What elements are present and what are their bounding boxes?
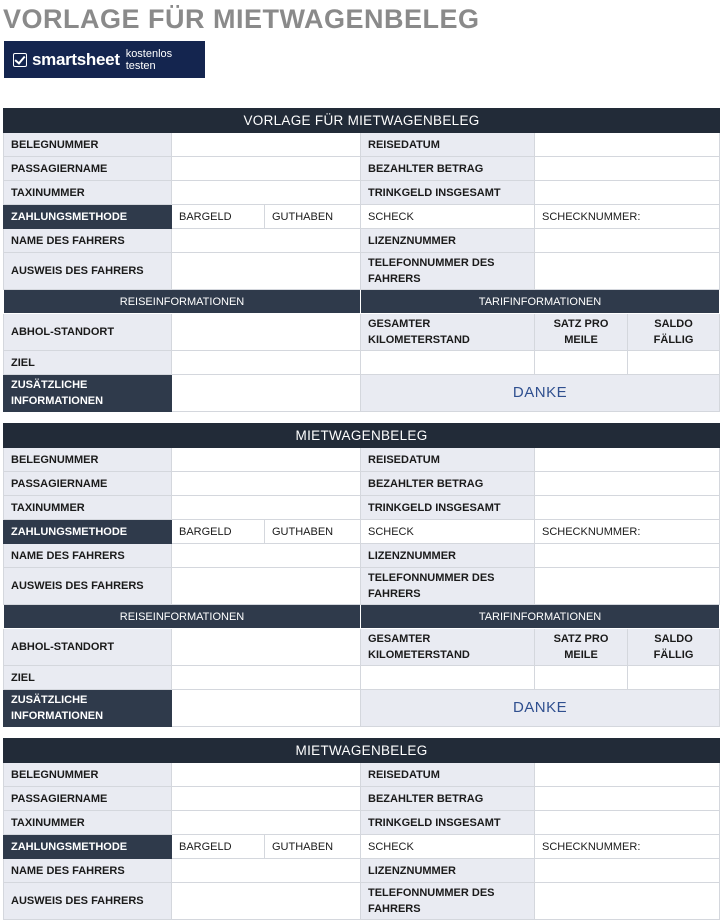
pickup-location-field[interactable] [172,629,361,666]
driver-name-label: NAME DES FAHRERS [4,859,172,883]
driver-name-label: NAME DES FAHRERS [4,544,172,568]
page-title: VORLAGE FÜR MIETWAGENBELEG [3,4,480,34]
destination-field[interactable] [172,666,361,690]
amount-paid-label: BEZAHLTER BETRAG [361,157,535,181]
brand-name: smartsheet [31,49,120,69]
rate-per-mile-field[interactable] [535,351,628,375]
payment-method-label: ZAHLUNGSMETHODE [4,835,172,859]
travel-date-field[interactable] [535,133,720,157]
total-tip-label: TRINKGELD INSGESAMT [361,496,535,520]
receipt-form-1 [3,108,719,412]
check-number-field[interactable]: SCHECKNUMMER: [535,835,720,859]
driver-phone-label: TELEFONNUMMER DES FAHRERS [361,568,535,605]
amount-paid-field[interactable] [535,787,720,811]
license-number-label: LIZENZNUMMER [361,229,535,253]
payment-method-label: ZAHLUNGSMETHODE [4,520,172,544]
trip-info-header: REISEINFORMATIONEN [4,290,361,314]
passenger-name-field[interactable] [172,472,361,496]
total-mileage-field[interactable] [361,666,535,690]
driver-name-label: NAME DES FAHRERS [4,229,172,253]
payment-option-cash[interactable]: BARGELD [172,205,265,229]
destination-label: ZIEL [4,351,172,375]
travel-date-label: REISEDATUM [361,763,535,787]
driver-name-field[interactable] [172,229,361,253]
pickup-location-label: ABHOL-STANDORT [4,629,172,666]
travel-date-field[interactable] [535,763,720,787]
balance-due-field[interactable] [628,351,720,375]
payment-option-credit[interactable]: GUTHABEN [265,520,361,544]
license-number-field[interactable] [535,544,720,568]
total-mileage-field[interactable] [361,351,535,375]
thanks-message: DANKE [361,690,720,727]
taxi-number-field[interactable] [172,811,361,835]
payment-option-check[interactable]: SCHECK [361,520,535,544]
payment-option-check[interactable]: SCHECK [361,205,535,229]
receipt-number-field[interactable] [172,133,361,157]
receipt-number-field[interactable] [172,448,361,472]
taxi-number-label: TAXINUMMER [4,811,172,835]
total-tip-field[interactable] [535,811,720,835]
license-number-label: LIZENZNUMMER [361,859,535,883]
driver-id-field[interactable] [172,568,361,605]
receipt-number-field[interactable] [172,763,361,787]
receipt-form-2 [3,423,719,727]
driver-phone-field[interactable] [535,883,720,920]
travel-date-field[interactable] [535,448,720,472]
travel-date-label: REISEDATUM [361,448,535,472]
smartsheet-check-icon [13,53,27,67]
travel-date-label: REISEDATUM [361,133,535,157]
smartsheet-trial-banner[interactable] [4,41,205,78]
pickup-location-label: ABHOL-STANDORT [4,314,172,351]
receipt-number-label: BELEGNUMMER [4,448,172,472]
driver-id-label: AUSWEIS DES FAHRERS [4,568,172,605]
thanks-message: DANKE [361,375,720,412]
fare-info-header: TARIFINFORMATIONEN [361,605,720,629]
trip-info-header: REISEINFORMATIONEN [4,605,361,629]
passenger-name-label: PASSAGIERNAME [4,472,172,496]
trial-link[interactable]: kostenlos testen [125,47,173,72]
check-number-field[interactable]: SCHECKNUMMER: [535,520,720,544]
form-title: MIETWAGENBELEG [4,424,720,448]
passenger-name-label: PASSAGIERNAME [4,787,172,811]
driver-name-field[interactable] [172,859,361,883]
driver-id-field[interactable] [172,883,361,920]
passenger-name-label: PASSAGIERNAME [4,157,172,181]
total-mileage-label: GESAMTER KILOMETERSTAND [361,629,535,666]
amount-paid-label: BEZAHLTER BETRAG [361,787,535,811]
payment-option-cash[interactable]: BARGELD [172,520,265,544]
driver-phone-label: TELEFONNUMMER DES FAHRERS [361,883,535,920]
payment-option-check[interactable]: SCHECK [361,835,535,859]
payment-option-credit[interactable]: GUTHABEN [265,205,361,229]
payment-option-credit[interactable]: GUTHABEN [265,835,361,859]
taxi-number-field[interactable] [172,181,361,205]
amount-paid-label: BEZAHLTER BETRAG [361,472,535,496]
rate-per-mile-label: SATZ PRO MEILE [535,629,628,666]
destination-field[interactable] [172,351,361,375]
total-tip-field[interactable] [535,181,720,205]
passenger-name-field[interactable] [172,157,361,181]
fare-info-header: TARIFINFORMATIONEN [361,290,720,314]
additional-info-field[interactable] [172,690,361,727]
additional-info-label: ZUSÄTZLICHE INFORMATIONEN [4,690,172,727]
taxi-number-field[interactable] [172,496,361,520]
driver-id-label: AUSWEIS DES FAHRERS [4,253,172,290]
total-tip-field[interactable] [535,496,720,520]
amount-paid-field[interactable] [535,472,720,496]
driver-name-field[interactable] [172,544,361,568]
license-number-field[interactable] [535,859,720,883]
license-number-label: LIZENZNUMMER [361,544,535,568]
taxi-number-label: TAXINUMMER [4,181,172,205]
additional-info-field[interactable] [172,375,361,412]
receipt-form-3 [3,738,719,920]
receipt-number-label: BELEGNUMMER [4,133,172,157]
rate-per-mile-label: SATZ PRO MEILE [535,314,628,351]
check-number-field[interactable]: SCHECKNUMMER: [535,205,720,229]
payment-option-cash[interactable]: BARGELD [172,835,265,859]
driver-id-label: AUSWEIS DES FAHRERS [4,883,172,920]
taxi-number-label: TAXINUMMER [4,496,172,520]
receipt-number-label: BELEGNUMMER [4,763,172,787]
driver-phone-field[interactable] [535,568,720,605]
driver-phone-label: TELEFONNUMMER DES FAHRERS [361,253,535,290]
payment-method-label: ZAHLUNGSMETHODE [4,205,172,229]
pickup-location-field[interactable] [172,314,361,351]
total-tip-label: TRINKGELD INSGESAMT [361,181,535,205]
total-tip-label: TRINKGELD INSGESAMT [361,811,535,835]
balance-due-field[interactable] [628,666,720,690]
form-title: MIETWAGENBELEG [4,739,720,763]
license-number-field[interactable] [535,229,720,253]
balance-due-label: SALDO FÄLLIG [628,314,720,351]
additional-info-label: ZUSÄTZLICHE INFORMATIONEN [4,375,172,412]
amount-paid-field[interactable] [535,157,720,181]
passenger-name-field[interactable] [172,787,361,811]
total-mileage-label: GESAMTER KILOMETERSTAND [361,314,535,351]
rate-per-mile-field[interactable] [535,666,628,690]
destination-label: ZIEL [4,666,172,690]
form-title: VORLAGE FÜR MIETWAGENBELEG [4,109,720,133]
driver-phone-field[interactable] [535,253,720,290]
balance-due-label: SALDO FÄLLIG [628,629,720,666]
driver-id-field[interactable] [172,253,361,290]
